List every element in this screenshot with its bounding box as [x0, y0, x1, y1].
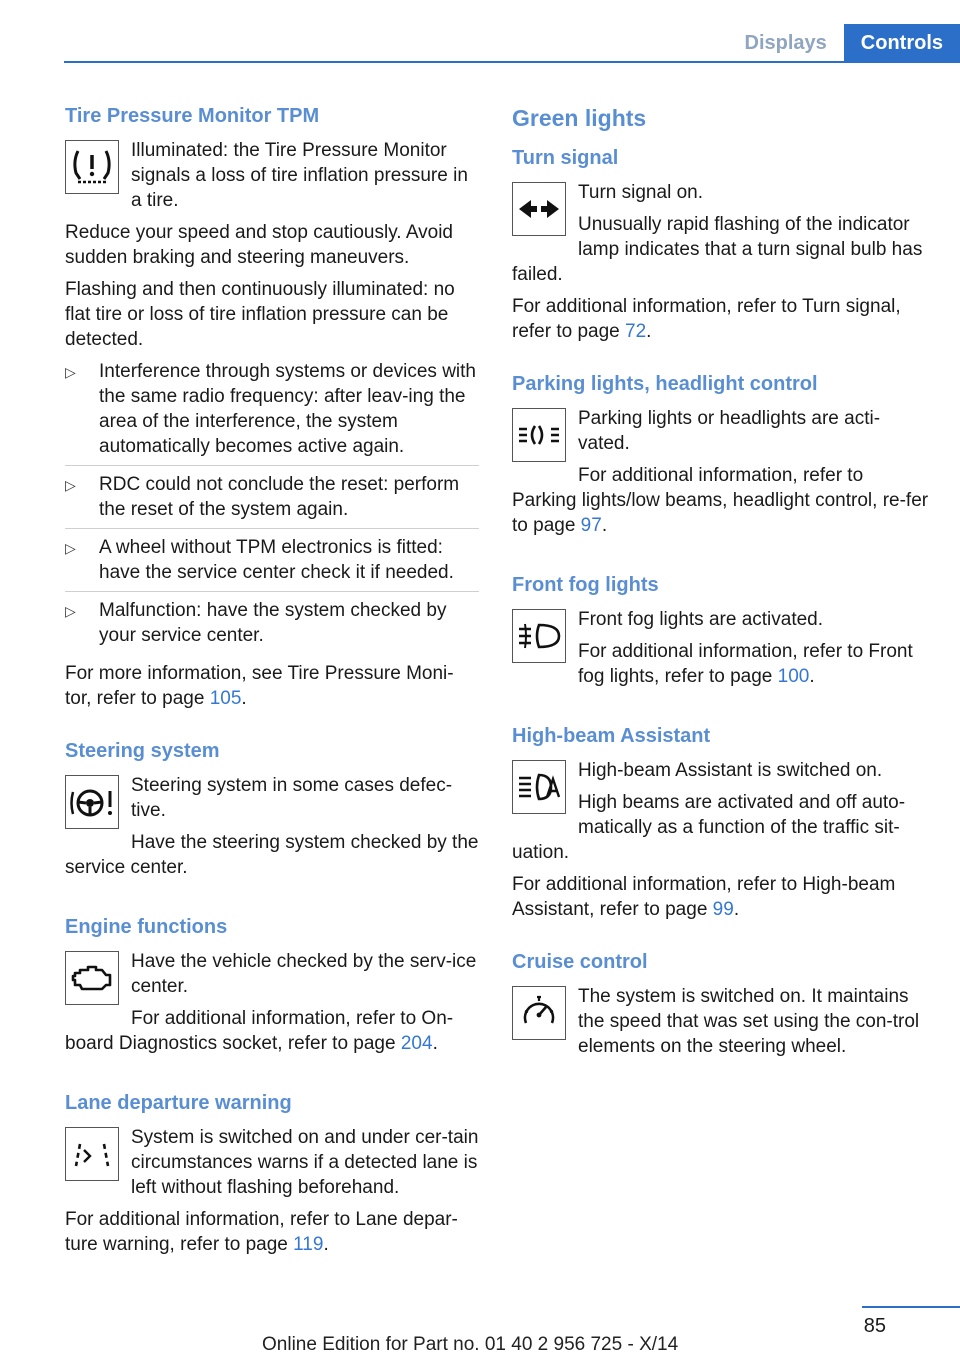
list-item: ▷ Interference through systems or devices with the same radio frequency: after leav-ing the area of the interference, the system automatically becomes active again.: [65, 359, 479, 466]
page-number: 85: [863, 1315, 886, 1337]
list-item: ▷ RDC could not conclude the reset: perform the reset of the system again.: [65, 472, 479, 529]
section-high-beam-assistant: [512, 723, 930, 922]
section-heading: High-beam Assistant: [512, 725, 711, 747]
page-link[interactable]: 105: [209, 688, 242, 709]
page-link[interactable]: 97: [580, 515, 602, 536]
front-fog-lights-icon: [512, 609, 566, 663]
lane-departure-icon: [65, 1127, 119, 1181]
bullet-triangle-icon: ▷: [65, 603, 76, 619]
highbeam-more-info: For additional information, refer to High-beam Assistant, refer to page 99.: [512, 874, 896, 920]
highbeam-auto-text: High beams are activated and off auto-matically as a function of the traffic sit-uation.: [512, 792, 906, 863]
turn-flashing-text: Unusually rapid flashing of the indicator lamp indicates that a turn signal bulb has failed.: [512, 214, 923, 285]
steering-defective-text: Steering system in some cases defec-tive.: [131, 775, 453, 821]
page-link[interactable]: 100: [777, 666, 810, 687]
section-heading: Parking lights, headlight control: [512, 373, 818, 395]
section-heading: Tire Pressure Monitor TPM: [65, 105, 320, 127]
list-item: ▷ Malfunction: have the system checked by your service center.: [65, 600, 447, 646]
engine-more-info: For additional information, refer to On-board Diagnostics socket, refer to page 204.: [65, 1008, 454, 1054]
tpm-reduce-speed-text: Reduce your speed and stop cautiously. Avoid sudden braking and steering maneuvers.: [65, 222, 453, 268]
engine-icon: [65, 951, 119, 1005]
highbeam-on-text: High-beam Assistant is switched on.: [578, 760, 883, 781]
tpm-illuminated-text: Illuminated: the Tire Pressure Monitor signals a loss of tire inflation pressure in a tire.: [131, 140, 468, 211]
section-heading: Cruise control: [512, 951, 648, 973]
tire-pressure-warning-icon: [65, 140, 119, 194]
cruise-switched-on-text: The system is switched on. It maintains the speed that was set using the con-trol elements on the steering wheel.: [578, 986, 920, 1057]
steering-service-text: Have the steering system checked by the service center.: [65, 832, 479, 878]
group-heading: Green lights: [512, 105, 647, 131]
tpm-more-info: For more information, see Tire Pressure Moni-tor, refer to page 105.: [65, 663, 454, 709]
section-engine: [65, 914, 479, 1063]
tpm-cause-list: [65, 359, 479, 654]
section-steering: [65, 738, 479, 887]
parking-lights-icon: [512, 408, 566, 462]
page-header: [728, 24, 960, 62]
section-parking-lights: [512, 371, 930, 545]
bullet-triangle-icon: ▷: [65, 540, 76, 556]
turn-signal-icon: [512, 182, 566, 236]
bullet-triangle-icon: ▷: [65, 364, 76, 380]
section-heading: Engine functions: [65, 916, 228, 938]
page-number-divider: [862, 1306, 960, 1308]
section-heading: Lane departure warning: [65, 1092, 292, 1114]
page-link[interactable]: 99: [712, 899, 734, 920]
tpm-flashing-text: Flashing and then continuously illuminated: no flat tire or loss of tire inflation pressure can be detected.: [65, 279, 455, 350]
section-front-fog-lights: [512, 572, 930, 696]
turn-more-info: For additional information, refer to Turn signal, refer to page 72.: [512, 296, 901, 342]
section-heading: Turn signal: [512, 147, 619, 169]
section-turn-signal: [512, 145, 930, 344]
section-heading: Front fog lights: [512, 574, 659, 596]
high-beam-assistant-icon: [512, 760, 566, 814]
cruise-control-icon: [512, 986, 566, 1040]
fog-activated-text: Front fog lights are activated.: [578, 609, 824, 630]
page-link[interactable]: 72: [625, 321, 647, 342]
section-heading: Steering system: [65, 740, 220, 762]
lane-switched-on-text: System is switched on and under cer-tain circumstances warns if a detected lane is left without flashing beforehand.: [131, 1127, 479, 1198]
engine-check-text: Have the vehicle checked by the serv-ice center.: [131, 951, 477, 997]
right-column: [512, 103, 930, 1093]
list-item: ▷ A wheel without TPM electronics is fitted: have the service center check it if needed.: [65, 535, 479, 592]
lane-more-info: For additional information, refer to Lane depar-ture warning, refer to page 119.: [65, 1209, 458, 1255]
bullet-triangle-icon: ▷: [65, 477, 76, 493]
section-tpm: [65, 103, 479, 711]
fog-more-info: For additional information, refer to Front fog lights, refer to page 100.: [578, 641, 913, 687]
tab-displays[interactable]: Displays: [744, 32, 827, 54]
parking-activated-text: Parking lights or headlights are acti-vated.: [578, 408, 881, 454]
steering-wheel-warning-icon: [65, 775, 119, 829]
parking-more-info: For additional information, refer to Parking lights/low beams, headlight control, re-fer to page 97.: [512, 465, 929, 536]
page-link[interactable]: 204: [400, 1033, 433, 1054]
left-column: [65, 103, 479, 1284]
page-link[interactable]: 119: [293, 1234, 324, 1255]
header-divider: [64, 61, 960, 63]
section-lane-departure: [65, 1090, 479, 1257]
tab-controls[interactable]: Controls: [844, 24, 960, 62]
turn-on-text: Turn signal on.: [578, 182, 703, 203]
section-cruise-control: [512, 949, 930, 1066]
edition-footer: Online Edition for Part no. 01 40 2 956 725 - X/14: [262, 1334, 679, 1355]
